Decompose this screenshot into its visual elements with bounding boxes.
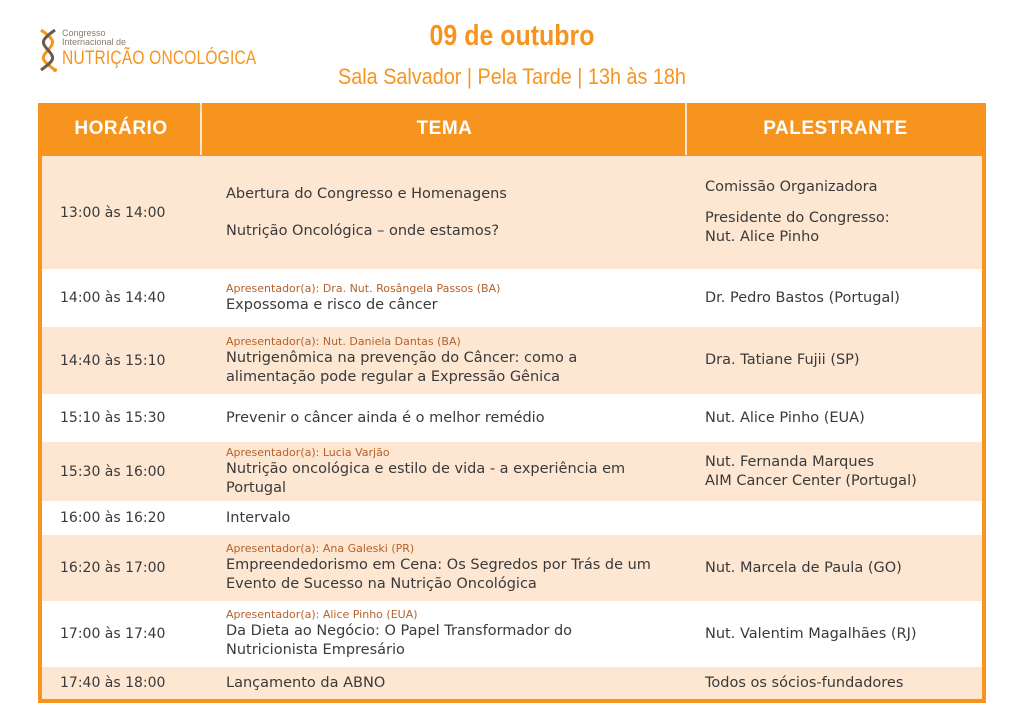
table-row [42, 535, 982, 601]
topic-text: Nutrição oncológica e estilo de vida - a experiência em [226, 460, 626, 477]
table-row [42, 156, 982, 269]
speaker-text: Nut. Alice Pinho [705, 229, 820, 245]
topic-text: Abertura do Congresso e Homenagens [226, 185, 507, 202]
logo-line-1: Congresso [62, 28, 106, 38]
speaker-text: Presidente do Congresso: [705, 210, 890, 226]
table-row [42, 501, 982, 535]
speaker-cell [687, 601, 982, 667]
time-cell: 13:00 às 14:00 [60, 204, 166, 221]
schedule-table [38, 103, 986, 703]
topic-cell [202, 667, 687, 699]
speaker-cell [687, 394, 982, 442]
topic-text: Intervalo [226, 509, 291, 526]
presenter-label: Apresentador(a): Dra. Nut. Rosângela Passos (BA) [226, 281, 501, 295]
speaker-text: Nut. Fernanda Marques [705, 453, 875, 470]
topic-cell [202, 601, 687, 667]
logo-line-2: Internacional de [62, 37, 127, 47]
topic-cell [202, 535, 687, 601]
speaker-text: Comissão Organizadora [705, 179, 878, 195]
column-header-tema: TEMA [416, 118, 473, 139]
speaker-text: Dra. Tatiane Fujii (SP) [705, 352, 860, 368]
speaker-cell [687, 269, 982, 327]
time-cell: 17:00 às 17:40 [60, 626, 166, 642]
presenter-label: Apresentador(a): Ana Galeski (PR) [226, 542, 415, 555]
topic-text: Prevenir o câncer ainda é o melhor remédio [226, 409, 545, 426]
page-subtitle: Sala Salvador | Pela Tarde | 13h às 18h [338, 64, 686, 89]
time-cell: 14:00 às 14:40 [60, 290, 166, 306]
topic-text: Nutricionista Empresário [226, 642, 405, 658]
topic-text: Nutrigenômica na prevenção do Câncer: como a [226, 349, 578, 366]
topic-text: Portugal [226, 479, 287, 496]
table-row [42, 327, 982, 394]
speaker-cell [687, 535, 982, 601]
table-row [42, 601, 982, 667]
table-row [42, 394, 982, 442]
speaker-cell [687, 667, 982, 699]
speaker-text: Nut. Alice Pinho (EUA) [705, 409, 865, 426]
header-divider [685, 103, 687, 155]
time-cell: 17:40 às 18:00 [60, 675, 166, 691]
page-title: 09 de outubro [429, 20, 595, 52]
speaker-text: Nut. Valentim Magalhães (RJ) [705, 625, 917, 642]
presenter-label: Apresentador(a): Nut. Daniela Dantas (BA) [226, 334, 461, 348]
topic-text: Evento de Sucesso na Nutrição Oncológica [226, 576, 537, 592]
time-cell: 15:30 às 16:00 [60, 463, 166, 480]
time-cell: 16:00 às 16:20 [60, 510, 166, 526]
speaker-cell [687, 442, 982, 501]
speaker-cell [687, 501, 982, 535]
speaker-text: Dr. Pedro Bastos (Portugal) [705, 289, 900, 306]
topic-text: Empreendedorismo em Cena: Os Segredos por Trás de um [226, 557, 651, 573]
column-header-palestrante: PALESTRANTE [763, 118, 908, 139]
topic-text: Expossoma e risco de câncer [226, 296, 438, 313]
logo-line-3: NUTRIÇÃO ONCOLÓGICA [62, 48, 257, 69]
topic-text: Nutrição Oncológica – onde estamos? [226, 222, 500, 239]
topic-cell [202, 501, 687, 535]
presenter-label: Apresentador(a): Lucia Varjão [226, 445, 390, 459]
table-body [42, 156, 982, 699]
topic-text: Lançamento da ABNO [226, 674, 386, 691]
speaker-text: Todos os sócios-fundadores [705, 674, 904, 691]
table-row [42, 269, 982, 327]
column-header-horario: HORÁRIO [74, 118, 168, 139]
speaker-cell [687, 327, 982, 394]
time-cell: 14:40 às 15:10 [60, 352, 166, 369]
topic-cell [202, 394, 687, 442]
topic-text: alimentação pode regular a Expressão Gênica [226, 368, 561, 385]
presenter-label: Apresentador(a): Alice Pinho (EUA) [226, 608, 418, 621]
table-row [42, 667, 982, 699]
header-divider [200, 103, 202, 155]
topic-cell [202, 442, 687, 501]
topic-cell [202, 269, 687, 327]
speaker-cell [687, 156, 982, 269]
topic-cell [202, 156, 687, 269]
time-cell: 16:20 às 17:00 [60, 560, 166, 576]
speaker-text: AIM Cancer Center (Portugal) [705, 472, 917, 489]
table-row [42, 442, 982, 501]
topic-cell [202, 327, 687, 394]
topic-text: Da Dieta ao Negócio: O Papel Transformador do [226, 623, 573, 639]
speaker-text: Nut. Marcela de Paula (GO) [705, 559, 902, 576]
time-cell: 15:10 às 15:30 [60, 410, 166, 426]
